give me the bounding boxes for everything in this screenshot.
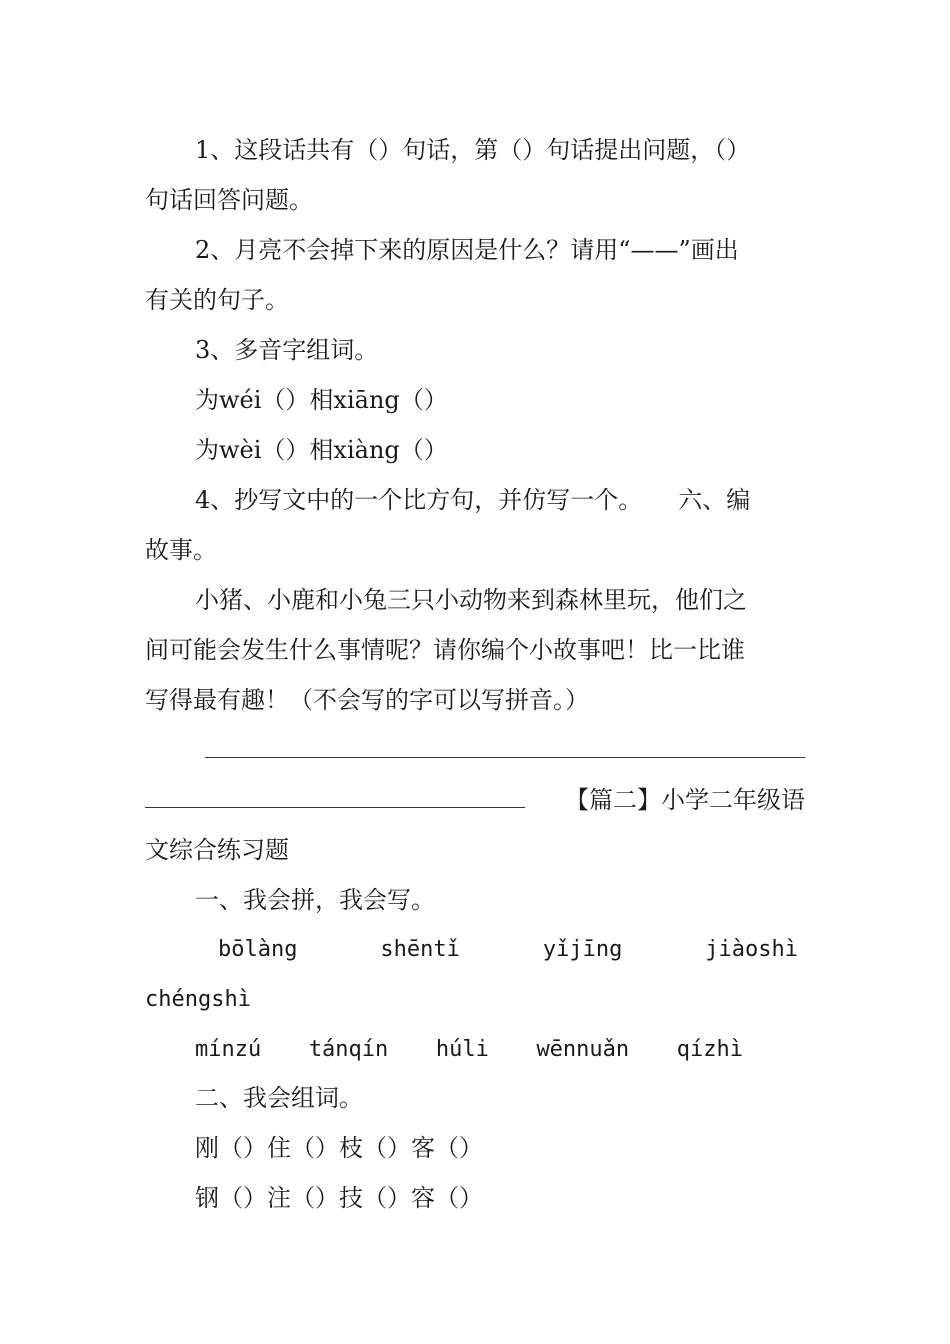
story-prompt-line-1: 小猪、小鹿和小兔三只小动物来到森林里玩，他们之 <box>195 586 747 614</box>
word-group-row-1: 刚（）住（）枝（）客（） <box>195 1134 483 1162</box>
pinyin-word: yǐjīng <box>542 937 623 962</box>
question-1-line-2: 句话回答问题。 <box>145 186 313 214</box>
part-2-heading: 二、我会组词。 <box>195 1084 363 1112</box>
section-title: 文综合练习题 <box>145 836 289 864</box>
story-prompt-line-3: 写得最有趣！（不会写的字可以写拼音。） <box>145 686 589 714</box>
pinyin-word: mínzú <box>195 1037 262 1062</box>
question-3-title: 3、多音字组词。 <box>195 336 379 364</box>
story-prompt-line-2: 间可能会发生什么事情呢？请你编个小故事吧！比一比谁 <box>145 636 745 664</box>
answer-line-2 <box>145 807 525 808</box>
pinyin-word: húli <box>435 1037 489 1062</box>
pinyin-word: jiàoshì <box>705 937 798 962</box>
polyphone-row-1: 为wéi（）相xiāng（） <box>195 386 448 414</box>
word-group-row-2: 钢（）注（）技（）容（） <box>195 1184 483 1212</box>
question-2-line-1: 2、月亮不会掉下来的原因是什么？请用“——”画出 <box>195 236 739 264</box>
question-1-line-1: 1、这段话共有（）句话，第（）句话提出问题，（） <box>195 136 751 164</box>
pinyin-word: tánqín <box>308 1037 389 1062</box>
pinyin-row-1 <box>218 932 798 968</box>
pinyin-word: wēnnuǎn <box>536 1037 630 1062</box>
answer-line-1 <box>205 757 805 758</box>
section-heading: 【篇二】小学二年级语 <box>565 786 805 814</box>
pinyin-row-3 <box>195 1032 743 1068</box>
question-4-line-1: 4、抄写文中的一个比方句，并仿写一个。 六、编 <box>195 486 751 514</box>
question-4-line-2: 故事。 <box>145 536 217 564</box>
polyphone-row-2: 为wèi（）相xiàng（） <box>195 436 448 464</box>
pinyin-word: qízhì <box>676 1037 743 1062</box>
pinyin-word: shēntǐ <box>380 937 460 962</box>
pinyin-row-2: chéngshì <box>145 987 251 1012</box>
part-1-heading: 一、我会拼，我会写。 <box>195 886 435 914</box>
question-2-line-2: 有关的句子。 <box>145 286 289 314</box>
pinyin-word: bōlàng <box>218 937 298 962</box>
